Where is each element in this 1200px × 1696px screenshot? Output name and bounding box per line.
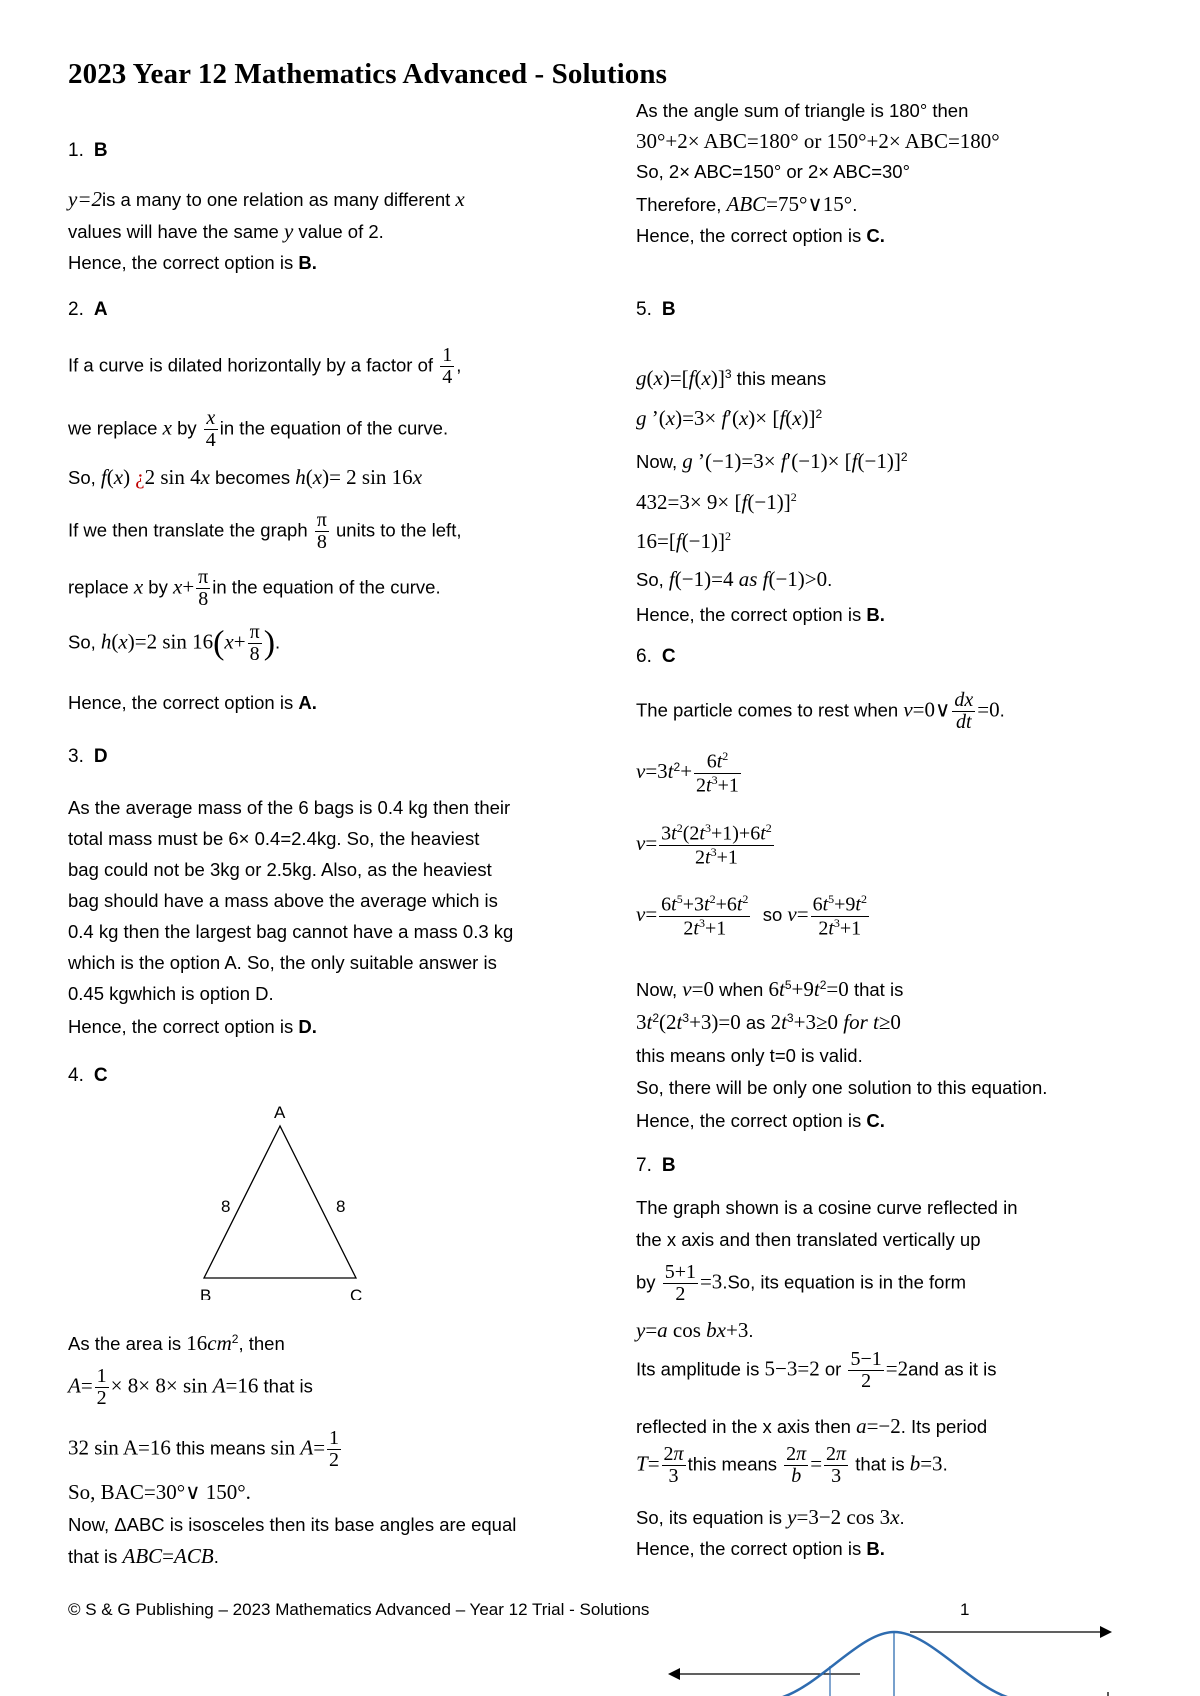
q4-cont-line-3: So, 2× ABC=150° or 2× ABC=30° xyxy=(636,161,910,182)
q4-cont-conclusion-text: Hence, the correct option is xyxy=(636,225,862,246)
q4-cont-conclusion-answer: C. xyxy=(866,225,885,246)
q7-text-8a: So, its equation is xyxy=(636,1507,783,1528)
q1-conclusion xyxy=(68,252,317,274)
q3-line-3: bag could not be 3kg or 2.5kg. Also, as the heaviest xyxy=(68,859,492,880)
q4-line-2: A= $\frac{1}{2}$ × 8× 8× sin A=16 that is xyxy=(68,1365,313,1409)
q3-line-6: which is the option A. So, the only suitable answer is xyxy=(68,952,497,973)
q7-text-6a: reflected in the x axis then xyxy=(636,1416,851,1437)
q2-conclusion xyxy=(68,692,317,714)
q3-heading xyxy=(68,746,108,768)
q1-conclusion-text: Hence, the correct option is xyxy=(68,252,294,273)
q2-number: 2. xyxy=(68,299,84,320)
q4-text-3b: this means xyxy=(176,1437,266,1459)
q6-text-6b: as xyxy=(745,1012,766,1033)
q6-line-4: v= $\frac{6t^5+3t^2+6t^2}{2t^3+1}$ so v= $\frac{6t^5+9t^2}{2t^3+1}$ xyxy=(636,892,867,940)
q2-answer: A xyxy=(93,299,108,320)
q7-text-3a: by xyxy=(636,1271,656,1293)
q6-fraction-c: $\frac{6t^5+3t^2+6t^2}{2t^3+1}$ xyxy=(661,892,749,940)
q1-line-1: y=2is a many to one relation as many different x xyxy=(68,187,465,211)
side-ac-label: 8 xyxy=(336,1197,346,1216)
q6-conclusion xyxy=(636,1110,885,1132)
q6-line-7: this means only t=0 is valid. xyxy=(636,1045,863,1066)
page-footer: © S & G Publishing – 2023 Mathematics Advanced – Year 12 Trial - Solutions xyxy=(68,1600,650,1619)
q4-cont-line-4: Therefore, ABC=75°∨15°. xyxy=(636,192,858,216)
q5-conclusion-text: Hence, the correct option is xyxy=(636,604,862,625)
q4-line-4: So, BAC=30°∨ 150°. xyxy=(68,1480,251,1504)
graph-curve xyxy=(780,1632,1010,1696)
q7-heading xyxy=(636,1155,676,1177)
q1-heading xyxy=(68,140,108,162)
q6-heading xyxy=(636,646,676,668)
q3-number: 3. xyxy=(68,746,84,767)
q2-fraction-x4: $\frac{x}{4}$ xyxy=(205,407,216,451)
q3-line-1: As the average mass of the 6 bags is 0.4 kg then their xyxy=(68,797,511,818)
q2-line-2: we replace x by $\frac{x}{4}$ in the equation of the curve. xyxy=(68,407,449,451)
q3-line-7: 0.45 kgwhich is option D. xyxy=(68,983,274,1004)
q7-text-6b: Its period xyxy=(911,1416,988,1437)
q1-text-2: values will have the same xyxy=(68,221,279,242)
vertex-a-label: A xyxy=(274,1103,286,1122)
q2-fraction-pi8-b: $\frac{\pi}{8}$ xyxy=(198,566,209,610)
q2-text-2a: we replace xyxy=(68,417,158,439)
q3-line-4: bag should have a mass above the average which is xyxy=(68,890,498,911)
q2-text-5c: in the equation of the curve. xyxy=(212,576,441,598)
q5-line-5: $16=[f(-1)]^2$ xyxy=(636,529,732,553)
q2-text-2b: by xyxy=(177,417,197,439)
q2-text-6a: So, xyxy=(68,631,96,653)
right-column xyxy=(636,0,1176,1580)
q7-fraction-d: $\frac{2\pi}{b}$ xyxy=(786,1443,807,1487)
q6-text-5b: when xyxy=(719,979,764,1000)
q7-conclusion-text: Hence, the correct option is xyxy=(636,1538,862,1559)
q7-fraction-a: $\frac{5+1}{2}$ xyxy=(664,1261,696,1305)
q2-line-1: If a curve is dilated horizontally by a factor of $\frac{1}{4}$ , xyxy=(68,344,462,388)
q5-text-6a: So, xyxy=(636,569,664,590)
q3-answer: D xyxy=(93,746,108,767)
q4-cont-conclusion xyxy=(636,225,885,247)
graph-left-arrowhead xyxy=(668,1668,680,1680)
triangle-diagram xyxy=(128,1100,388,1300)
q7-line-7: T= $\frac{2\pi}{3}$ this means $\frac{2\pi}{b}$ = $\frac{2\pi}{3}$ that is b=3. xyxy=(636,1443,948,1487)
q2-text-3b: becomes xyxy=(215,467,291,488)
q1-math: y=2 xyxy=(68,187,102,211)
q7-line-2: the x axis and then translated vertically up xyxy=(636,1229,981,1250)
q7-conclusion-answer: B. xyxy=(866,1538,885,1559)
q5-text-3a: Now, xyxy=(636,451,678,472)
q6-fraction-d: $\frac{6t^5+9t^2}{2t^3+1}$ xyxy=(812,892,867,940)
q4-number: 4. xyxy=(68,1065,84,1086)
cosine-graph-fragment xyxy=(640,1606,1200,1696)
q1-number: 1. xyxy=(68,140,84,161)
q7-fraction-e: $\frac{2\pi}{3}$ xyxy=(826,1443,847,1487)
q4-text-2b: that is xyxy=(263,1375,313,1397)
q1-line-2: values will have the same y value of 2. xyxy=(68,219,384,243)
q4-line-6: that is ABC=ACB. xyxy=(68,1544,219,1568)
q7-fraction-c: $\frac{2\pi}{3}$ xyxy=(663,1443,684,1487)
q6-line-5: Now, v=0 when $6t^5+9t^2=0$ that is xyxy=(636,977,904,1001)
q4-text-1a: As the area is xyxy=(68,1333,182,1354)
q2-conclusion-text: Hence, the correct option is xyxy=(68,692,294,713)
q4-cont-line-2: 30°+2× ABC=180° or 150°+2× ABC=180° xyxy=(636,129,1000,153)
q5-line-2: g ’(x)=3× $f'(x)\times [f(x)]^2$ xyxy=(636,406,823,430)
q6-text-5c: that is xyxy=(853,979,904,1000)
page-title: 2023 Year 12 Mathematics Advanced - Solutions xyxy=(68,58,667,90)
q6-line-2: $v=3t^2+$ $\frac{6t^2}{2t^3+1}$ xyxy=(636,749,739,797)
q2-text-2c: in the equation of the curve. xyxy=(219,417,449,439)
q7-text-5b: or xyxy=(824,1358,842,1380)
page-number: 1 xyxy=(960,1600,970,1619)
q1-text-3: value of 2. xyxy=(298,221,384,242)
q6-line-3: v= $\frac{3t^2(2t^3+1)+6t^2}{2t^3+1}$ xyxy=(636,821,772,869)
left-column xyxy=(68,0,588,1580)
q4-text-1b: , then xyxy=(238,1333,285,1354)
q4-text-3a: 32 sin A=16 xyxy=(68,1435,171,1460)
q4-line-3: 32 sin A=16 this means sin A= $\frac{1}{2}$ xyxy=(68,1427,340,1471)
q6-answer: C xyxy=(661,646,676,667)
q2-heading xyxy=(68,299,108,321)
q7-answer: B xyxy=(661,1155,676,1176)
q5-text-1b: this means xyxy=(736,368,827,389)
q4-line-5: Now, ΔABC is isosceles then its base angles are equal xyxy=(68,1514,517,1535)
graph-top-arrowhead xyxy=(1100,1626,1112,1638)
q5-line-4: $432=3\times 9\times [f(-1)]^2$ xyxy=(636,490,797,514)
q5-answer: B xyxy=(661,299,676,320)
q4-line-1: As the area is $16cm^2$, then xyxy=(68,1331,285,1355)
q2-fraction-pi8: $\frac{\pi}{8}$ xyxy=(316,509,327,553)
q7-text-3b: So, its equation is in the form xyxy=(727,1271,967,1293)
q7-line-4: y=a cos bx+3. xyxy=(636,1318,754,1342)
q6-fraction-a: $\frac{6t^2}{2t^3+1}$ xyxy=(696,749,739,797)
q2-text-1: If a curve is dilated horizontally by a factor of xyxy=(68,354,434,376)
q3-line-5: 0.4 kg then the largest bag cannot have a mass 0.3 kg xyxy=(68,921,514,942)
q6-number: 6. xyxy=(636,646,652,667)
q6-conclusion-answer: C. xyxy=(866,1110,885,1131)
q7-line-3: by $\frac{5+1}{2}$ =3.So, its equation is in the form xyxy=(636,1261,967,1305)
q7-line-1: The graph shown is a cosine curve reflected in xyxy=(636,1197,1018,1218)
q4-text-6a: that is xyxy=(68,1546,118,1567)
q1-answer: B xyxy=(93,140,108,161)
q5-line-1: $g(x)=[f(x)]^3$ this means xyxy=(636,366,827,390)
q4-fraction-half-b: $\frac{1}{2}$ xyxy=(329,1427,340,1471)
q3-conclusion xyxy=(68,1016,317,1038)
q6-fraction-b: $\frac{3t^2(2t^3+1)+6t^2}{2t^3+1}$ xyxy=(661,821,772,869)
q3-conclusion-answer: D. xyxy=(298,1016,317,1037)
q2-text-5b: by xyxy=(148,576,168,598)
side-ab-label: 8 xyxy=(221,1197,231,1216)
q7-line-5: Its amplitude is 5−3=2 or $\frac{5-1}{2}$ =2and as it is xyxy=(636,1348,997,1392)
q6-line-1: The particle comes to rest when v=0∨ $\frac{dx}{dt}$ =0. xyxy=(636,689,1005,733)
q3-line-2: total mass must be 6× 0.4=2.4kg. So, the heaviest xyxy=(68,828,480,849)
q1-conclusion-answer: B. xyxy=(298,252,317,273)
q5-line-3: Now, g ’(−1)=3× $f'(-1)\times [f(-1)]^2$ xyxy=(636,449,908,473)
q2-text-4a: If we then translate the graph xyxy=(68,519,308,541)
q4-cont-line-1: As the angle sum of triangle is 180° then xyxy=(636,100,969,121)
q7-line-6: reflected in the x axis then a=−2. Its period xyxy=(636,1414,988,1438)
q3-conclusion-text: Hence, the correct option is xyxy=(68,1016,294,1037)
q7-text-7b: this means xyxy=(687,1453,778,1475)
q7-text-5a: Its amplitude is xyxy=(636,1358,760,1380)
q7-number: 7. xyxy=(636,1155,652,1176)
q6-fraction-dxdt: $\frac{dx}{dt}$ xyxy=(954,689,974,733)
q4-answer: C xyxy=(93,1065,108,1086)
q2-line-6: So, h(x)=2 sin 16(x+ $\frac{\pi}{8}$ ). xyxy=(68,621,281,665)
q5-conclusion xyxy=(636,604,885,626)
q5-line-6: So, f(−1)=4 as f(−1)>0. xyxy=(636,567,833,591)
q6-text-1: The particle comes to rest when xyxy=(636,699,899,721)
q7-text-5c: and as it is xyxy=(908,1358,997,1380)
q7-conclusion xyxy=(636,1538,885,1560)
q2-fraction-quarter: $\frac{1}{4}$ xyxy=(442,344,453,388)
vertex-b-label: B xyxy=(200,1286,212,1300)
q2-conclusion-answer: A. xyxy=(298,692,317,713)
q2-text-4b: units to the left, xyxy=(336,519,462,541)
q5-heading xyxy=(636,299,676,321)
q4-cont-text-4a: Therefore, xyxy=(636,194,722,215)
q5-conclusion-answer: B. xyxy=(866,604,885,625)
q2-line-4 xyxy=(68,510,461,553)
q6-text-5a: Now, xyxy=(636,979,678,1000)
q7-fraction-b: $\frac{5-1}{2}$ xyxy=(850,1348,882,1392)
q6-conclusion-text: Hence, the correct option is xyxy=(636,1110,862,1131)
q2-fraction-pi8-c: $\frac{\pi}{8}$ xyxy=(249,621,260,665)
q6-line-8: So, there will be only one solution to this equation. xyxy=(636,1077,1048,1098)
vertex-c-label: C xyxy=(350,1286,363,1300)
q7-text-7c: that is xyxy=(855,1453,905,1475)
q7-line-8: So, its equation is y=3−2 cos 3x. xyxy=(636,1505,905,1529)
q2-text-5a: replace xyxy=(68,576,129,598)
q5-number: 5. xyxy=(636,299,652,320)
q1-text-1: is a many to one relation as many different xyxy=(102,189,451,210)
q2-line-3: So, f(x) ¿2 sin 4x becomes h(x)= 2 sin 16x xyxy=(68,465,423,489)
q2-line-5: replace x by x+ $\frac{\pi}{8}$ in the equation of the curve. xyxy=(68,566,441,610)
q4-fraction-half: $\frac{1}{2}$ xyxy=(96,1365,107,1409)
q4-heading xyxy=(68,1065,108,1087)
q2-text-3a: So, xyxy=(68,467,96,488)
q6-line-6: $3t^2(2t^3+3)=0$ as $2t^3+3\ge 0$ for t≥0 xyxy=(636,1010,901,1034)
